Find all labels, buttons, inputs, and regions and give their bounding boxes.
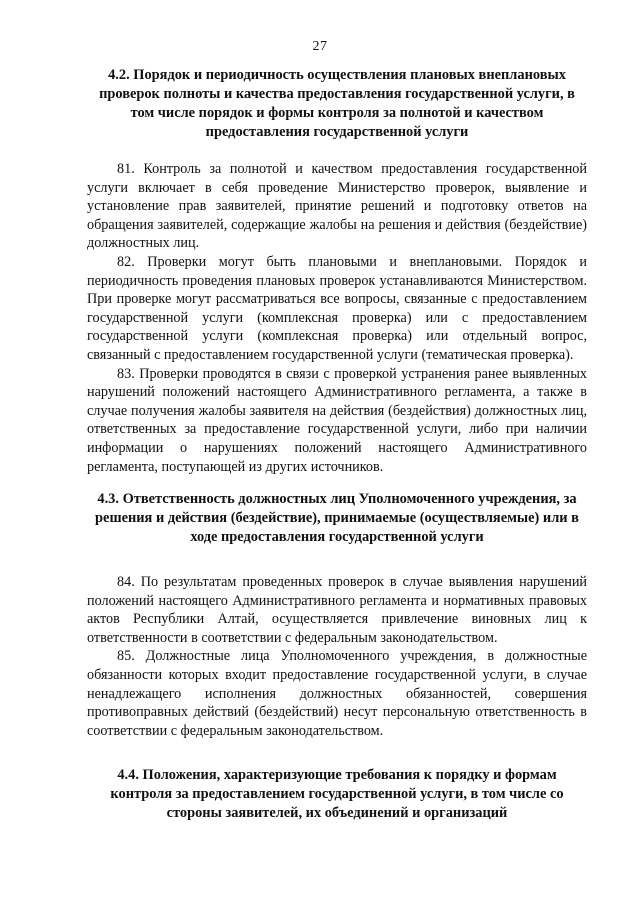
document-body: [87, 66, 587, 823]
section-heading-4-4: 4.4. Положения, характеризующие требования к порядку и формам контроля за предоставлением государственной услуги, в том числе со стороны заявителей, их объединений и организаций: [110, 767, 564, 822]
paragraph-85: 85. Должностные лица Уполномоченного учреждения, в должностные обязанности которых входит предоставление государственной услуги, в случае ненадлежащего исполнения должностных обязанностей, совершения противоправных действий (бездействий) несут персональную ответственность в соответствии с федеральным законодательством.: [87, 648, 587, 739]
paragraph-82: 82. Проверки могут быть плановыми и внеплановыми. Порядок и периодичность проведения плановых проверок устанавливаются Министерством. При проверке могут рассматриваться все вопросы, связанные с предоставлением государственной услуги (комплексная проверка) или с предоставлением государственной услуги (комплексная проверка) или отдельный вопрос, связанный с предоставлением государственной услуги (тематическая проверка).: [87, 253, 587, 363]
paragraph-84: 84. По результатам проведенных проверок в случае выявления нарушений положений настоящего Административного регламента и нормативных правовых актов Республики Алтай, осуществляется привлечение виновных лиц к ответственности в соответствии с федеральным законодательством.: [87, 574, 587, 646]
paragraph-83: 83. Проверки проводятся в связи с проверкой устранения ранее выявленных нарушений положений настоящего Административного регламента, а также в случае получения жалобы заявителя на действия (бездействия) должностных лиц, ответственных за предоставление государственной услуги, либо при наличии информации о нарушениях положений настоящего Административного регламента, поступающей из других источников.: [87, 365, 587, 475]
section-heading-4-2: 4.2. Порядок и периодичность осуществления плановых внеплановых проверок полноты и качества предоставления государственной услуги, в том числе порядок и формы контроля за полнотой и качеством предоставления государственной услуги: [99, 67, 575, 140]
section-heading-4-3: 4.3. Ответственность должностных лиц Уполномоченного учреждения, за решения и действия (бездействие), принимаемые (осуществляемые) или в ходе предоставления государственной услуги: [95, 491, 579, 546]
paragraph-81: 81. Контроль за полнотой и качеством предоставления государственной услуги включает в себя проведение Министерство проверок, выявление и установление прав заявителей, принятие решений и подготовку ответов на обращения заявителей, содержащие жалобы на решения и действия (бездействие) должностных лиц.: [87, 161, 587, 252]
page-number: 27: [312, 39, 328, 54]
